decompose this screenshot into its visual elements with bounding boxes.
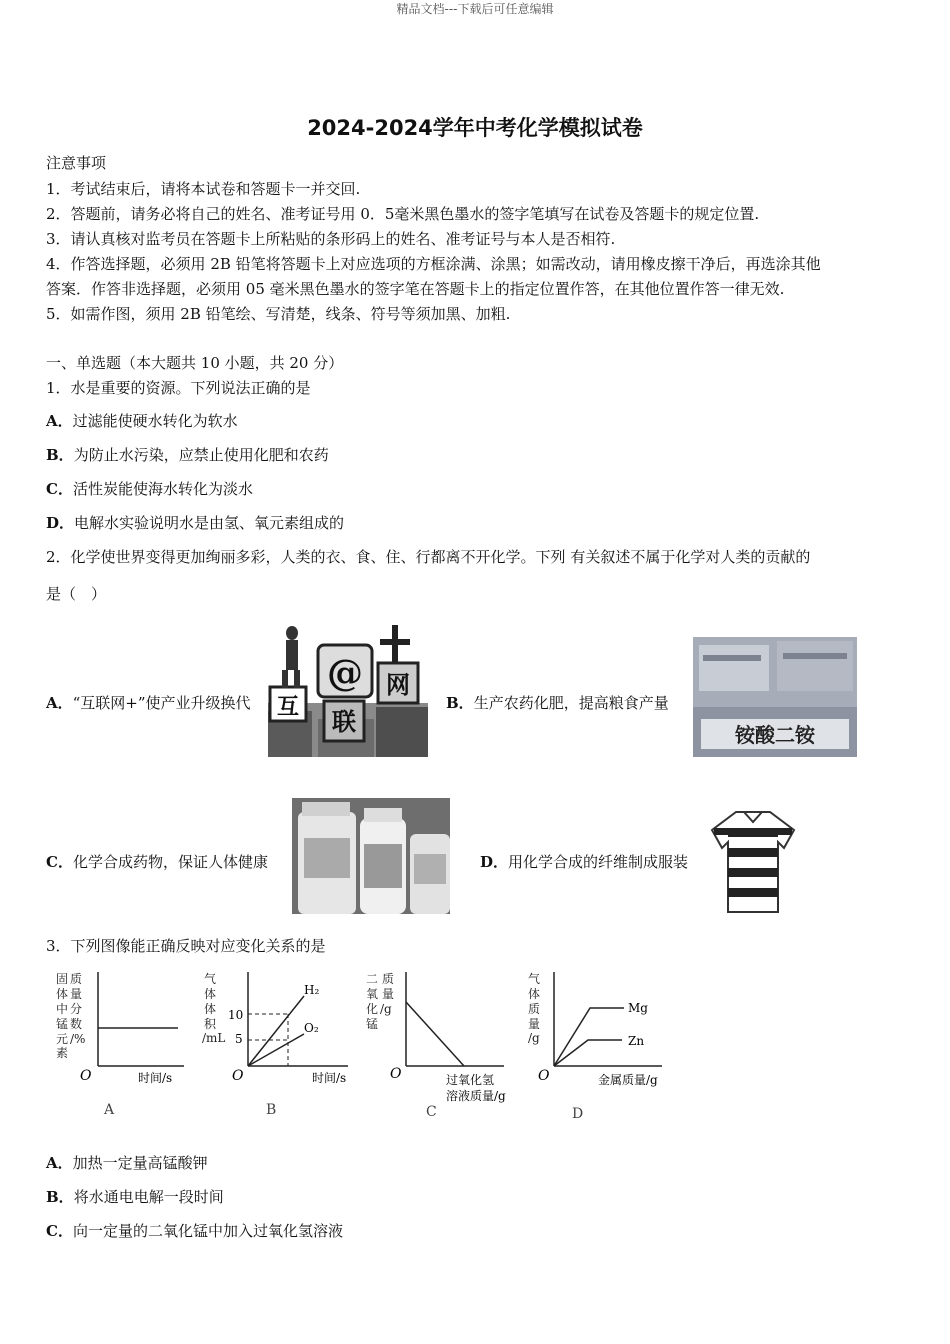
graph-c-caption: C xyxy=(426,1104,437,1118)
graph-b-ylabel-char: /mL xyxy=(202,1031,226,1045)
graph-a-ylabel-char: 锰 xyxy=(56,1017,69,1031)
graph-c-xlabel2: 溶液质量/g xyxy=(446,1089,506,1103)
graph-b-o2-label: O₂ xyxy=(304,1021,319,1035)
graph-b-origin: O xyxy=(232,1068,244,1084)
internet-image xyxy=(268,615,428,757)
graph-a-ylabel-char: 体 xyxy=(56,987,69,1001)
graph-d-xlabel: 金属质量/g xyxy=(598,1073,658,1087)
graph-c-ylabel-char: 二 xyxy=(366,972,379,986)
q2-option-d: D．用化学合成的纤维制成服装 xyxy=(480,853,689,871)
graph-d-caption: D xyxy=(572,1106,584,1118)
graph-a-ylabel2-char: 数 xyxy=(70,1017,83,1031)
graph-c-ylabel-char: 氧 xyxy=(366,987,379,1001)
q1-option-b: B．为防止水污染，应禁止使用化肥和农药 xyxy=(46,446,329,464)
q3-option-b: B．将水通电电解一段时间 xyxy=(46,1188,224,1206)
graph-a-ylabel-char: 素 xyxy=(56,1046,69,1060)
q1-option-a: A．过滤能使硬水转化为软水 xyxy=(46,412,238,430)
graph-d xyxy=(526,968,676,1118)
graph-d-ylabel-char: 气 xyxy=(528,972,541,986)
graph-c-ylabel-char: 化 xyxy=(366,1002,379,1016)
notice-item: 4．作答选择题，必须用 2B 铅笔将答题卡上对应选项的方框涂满、涂黑；如需改动，请用橡皮擦干净后，再选涂其他 xyxy=(46,255,821,273)
graph-c-ylabel-char: 锰 xyxy=(366,1017,379,1031)
graph-a-ylabel2-char: 质 xyxy=(70,972,83,986)
graph-d-zn-line xyxy=(554,1040,622,1066)
graph-a-ylabel2-char: 量 xyxy=(70,987,83,1001)
graph-b-xlabel: 时间/s xyxy=(312,1071,347,1085)
q2-option-a: A．“互联网+”使产业升级换代 xyxy=(46,694,251,712)
graph-d-zn-label: Zn xyxy=(628,1034,645,1048)
graph-b-caption: B xyxy=(266,1102,277,1118)
striped-shirt-image xyxy=(710,808,796,916)
img-char-wang: 网 xyxy=(386,670,410,699)
graph-b-ylabel-char: 积 xyxy=(204,1017,217,1031)
graph-b-ylabel-char: 体 xyxy=(204,1002,217,1016)
notice-item: 3．请认真核对监考员在答题卡上所粘贴的条形码上的姓名、准考证号与本人是否相符. xyxy=(46,230,616,248)
graph-d-mg-label: Mg xyxy=(628,1001,648,1015)
page-title: 2024-2024学年中考化学模拟试卷 xyxy=(307,116,643,140)
graph-a-ylabel-char: 中 xyxy=(56,1002,69,1016)
notice-heading: 注意事项 xyxy=(46,154,107,172)
q1-option-d: D．电解水实验说明水是由氢、氧元素组成的 xyxy=(46,514,345,532)
q1-option-c: C．活性炭能使海水转化为淡水 xyxy=(46,480,253,498)
q3-option-c: C．向一定量的二氧化锰中加入过氧化氢溶液 xyxy=(46,1222,343,1240)
img-char-at: @ xyxy=(327,652,363,694)
q3-option-a: A．加热一定量高锰酸钾 xyxy=(46,1154,208,1172)
graph-a-ylabel-char: 固 xyxy=(56,972,69,986)
notice-item: 1．考试结束后，请将本试卷和答题卡一并交回. xyxy=(46,180,361,198)
graph-d-ylabel-char: 体 xyxy=(528,987,541,1001)
question-3-stem: 3．下列图像能正确反映对应变化关系的是 xyxy=(46,937,326,955)
graph-a-ylabel2-char: /% xyxy=(70,1032,86,1046)
graph-b-h2-line xyxy=(248,996,304,1066)
notice-item: 5．如需作图，须用 2B 铅笔绘、写清楚，线条、符号等须加黑、加粗. xyxy=(46,305,511,323)
graph-b-tick-5: 5 xyxy=(235,1032,243,1046)
graph-c xyxy=(362,968,522,1118)
graph-c-ylabel2-char: /g xyxy=(380,1002,392,1016)
graph-c-ylabel2-char: 量 xyxy=(382,987,395,1001)
graph-b-h2-label: H₂ xyxy=(304,983,320,997)
graph-c-xlabel: 过氧化氢 xyxy=(446,1073,495,1087)
q2-option-c: C．化学合成药物，保证人体健康 xyxy=(46,853,268,871)
img-char-lian: 联 xyxy=(332,707,356,736)
graph-a xyxy=(50,968,190,1118)
graph-d-ylabel-char: 量 xyxy=(528,1017,541,1031)
graph-b xyxy=(200,968,360,1118)
graph-d-ylabel-char: /g xyxy=(528,1031,540,1045)
notice-item: 答案．作答非选择题，必须用 05 毫米黑色墨水的签字笔在答题卡上的指定位置作答，在其他位置作答一律无效. xyxy=(46,280,785,298)
graph-c-origin: O xyxy=(390,1066,402,1082)
q2-option-b: B．生产农药化肥，提高粮食产量 xyxy=(446,694,669,712)
section-heading: 一、单选题（本大题共 10 小题，共 20 分） xyxy=(46,354,344,372)
graph-c-line xyxy=(406,1002,464,1066)
medicine-bottles-image xyxy=(292,798,450,914)
graph-d-ylabel-char: 质 xyxy=(528,1002,541,1016)
graph-b-ylabel-char: 气 xyxy=(204,972,217,986)
page-header: 精品文档---下载后可任意编辑 xyxy=(396,2,554,16)
graph-a-ylabel2-char: 分 xyxy=(70,1002,83,1016)
graph-a-caption: A xyxy=(104,1102,115,1118)
graph-a-xlabel: 时间/s xyxy=(138,1071,173,1085)
graph-d-origin: O xyxy=(538,1068,550,1084)
fertilizer-bags-image xyxy=(693,637,857,757)
graph-a-ylabel-char: 元 xyxy=(56,1032,69,1046)
notice-item: 2．答题前，请务必将自己的姓名、准考证号用 0．5毫米黑色墨水的签字笔填写在试卷及答题卡的规定位置. xyxy=(46,205,760,223)
graph-b-ylabel-char: 体 xyxy=(204,987,217,1001)
graph-b-tick-10: 10 xyxy=(228,1008,244,1022)
question-2-stem: 2．化学使世界变得更加绚丽多彩，人类的衣、食、住、行都离不开化学。下列 有关叙述不属于化学对人类的贡献的 xyxy=(46,548,811,566)
bag-label: 铵酸二铵 xyxy=(735,723,815,747)
graph-c-ylabel2-char: 质 xyxy=(382,972,395,986)
question-1-stem: 1．水是重要的资源。下列说法正确的是 xyxy=(46,379,311,397)
graph-a-origin: O xyxy=(80,1068,92,1084)
img-char-hu: 互 xyxy=(276,694,300,720)
graph-b-o2-line xyxy=(248,1034,304,1066)
question-2-stem-cont: 是（ ） xyxy=(46,585,107,603)
